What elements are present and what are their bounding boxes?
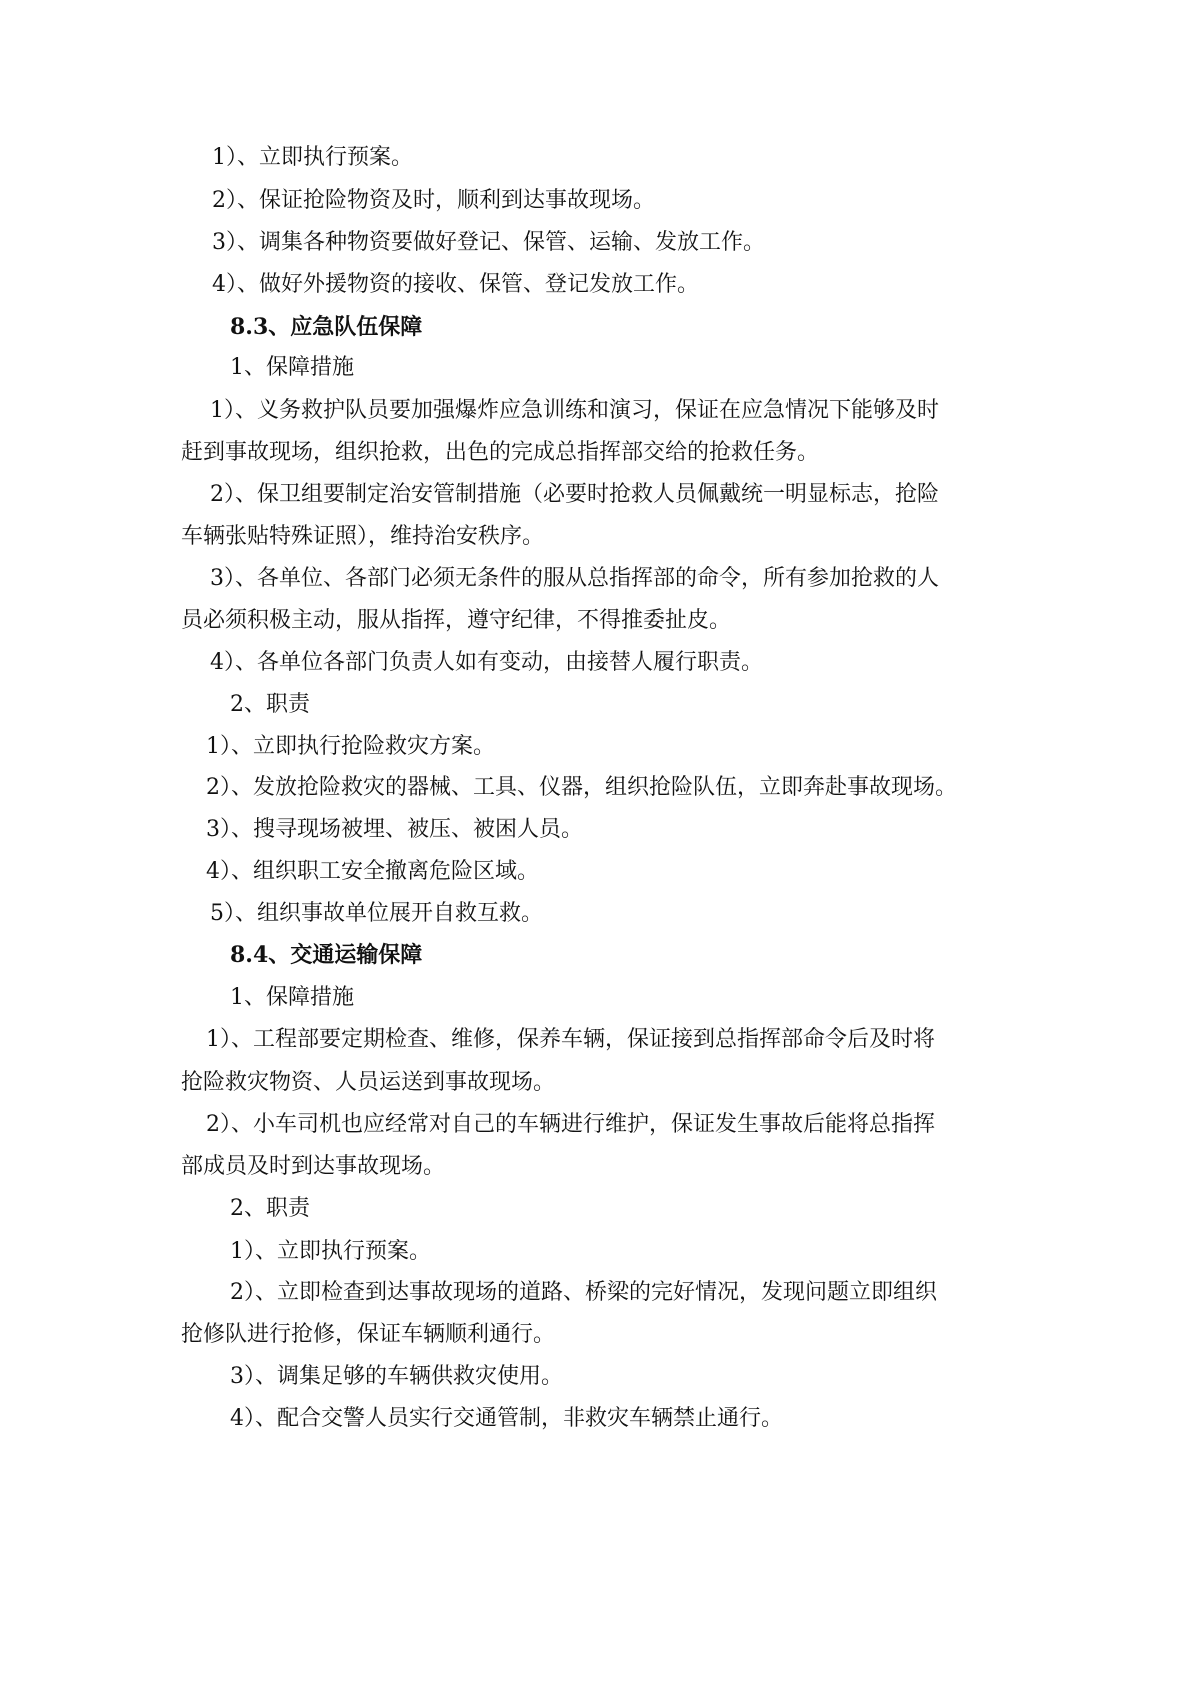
subheading-measures: 1、保障措施 [230,985,354,1010]
list-item: 1）、立即执行预案。 [230,1239,431,1264]
subheading-duties: 2、职责 [230,1196,310,1221]
paragraph-line: 1）、工程部要定期检查、维修，保养车辆，保证接到总指挥部命令后及时将 [206,1027,935,1052]
paragraph-line: 2）、立即检查到达事故现场的道路、桥梁的完好情况，发现问题立即组织 [230,1280,937,1305]
subheading-duties: 2、职责 [230,692,310,717]
list-item: 2）、发放抢险救灾的器械、工具、仪器，组织抢险队伍，立即奔赴事故现场。 [206,775,957,800]
list-item: 2）、保证抢险物资及时，顺利到达事故现场。 [212,188,655,213]
paragraph-line: 1）、义务救护队员要加强爆炸应急训练和演习，保证在应急情况下能够及时 [210,398,939,423]
section-heading-8-3: 8.3、应急队伍保障 [230,314,423,340]
paragraph-line: 赶到事故现场，组织抢救，出色的完成总指挥部交给的抢救任务。 [181,440,820,465]
list-item: 1）、立即执行抢险救灾方案。 [206,734,495,759]
list-item: 4）、各单位各部门负责人如有变动，由接替人履行职责。 [210,650,763,675]
paragraph-line: 2）、保卫组要制定治安管制措施（必要时抢救人员佩戴统一明显标志，抢险 [210,482,939,507]
paragraph-line: 抢修队进行抢修，保证车辆顺利通行。 [181,1322,556,1347]
list-item: 4）、做好外援物资的接收、保管、登记发放工作。 [212,272,699,297]
list-item: 3）、调集各种物资要做好登记、保管、运输、发放工作。 [212,230,765,255]
list-item: 3）、搜寻现场被埋、被压、被困人员。 [206,817,583,842]
list-item: 4）、组织职工安全撤离危险区域。 [206,859,539,884]
paragraph-line: 部成员及时到达事故现场。 [181,1154,446,1179]
list-item: 5）、组织事故单位展开自救互救。 [210,901,543,926]
section-heading-8-4: 8.4、交通运输保障 [230,942,423,968]
list-item: 4）、配合交警人员实行交通管制，非救灾车辆禁止通行。 [230,1406,783,1431]
paragraph-line: 2）、小车司机也应经常对自己的车辆进行维护，保证发生事故后能将总指挥 [206,1112,935,1137]
paragraph-line: 抢险救灾物资、人员运送到事故现场。 [181,1070,556,1095]
list-item: 1）、立即执行预案。 [212,145,413,170]
subheading-measures: 1、保障措施 [230,355,354,380]
paragraph-line: 员必须积极主动，服从指挥，遵守纪律，不得推委扯皮。 [181,608,732,633]
paragraph-line: 车辆张贴特殊证照），维持治安秩序。 [181,524,545,549]
list-item: 3）、调集足够的车辆供救灾使用。 [230,1364,563,1389]
paragraph-line: 3）、各单位、各部门必须无条件的服从总指挥部的命令，所有参加抢救的人 [210,566,939,591]
